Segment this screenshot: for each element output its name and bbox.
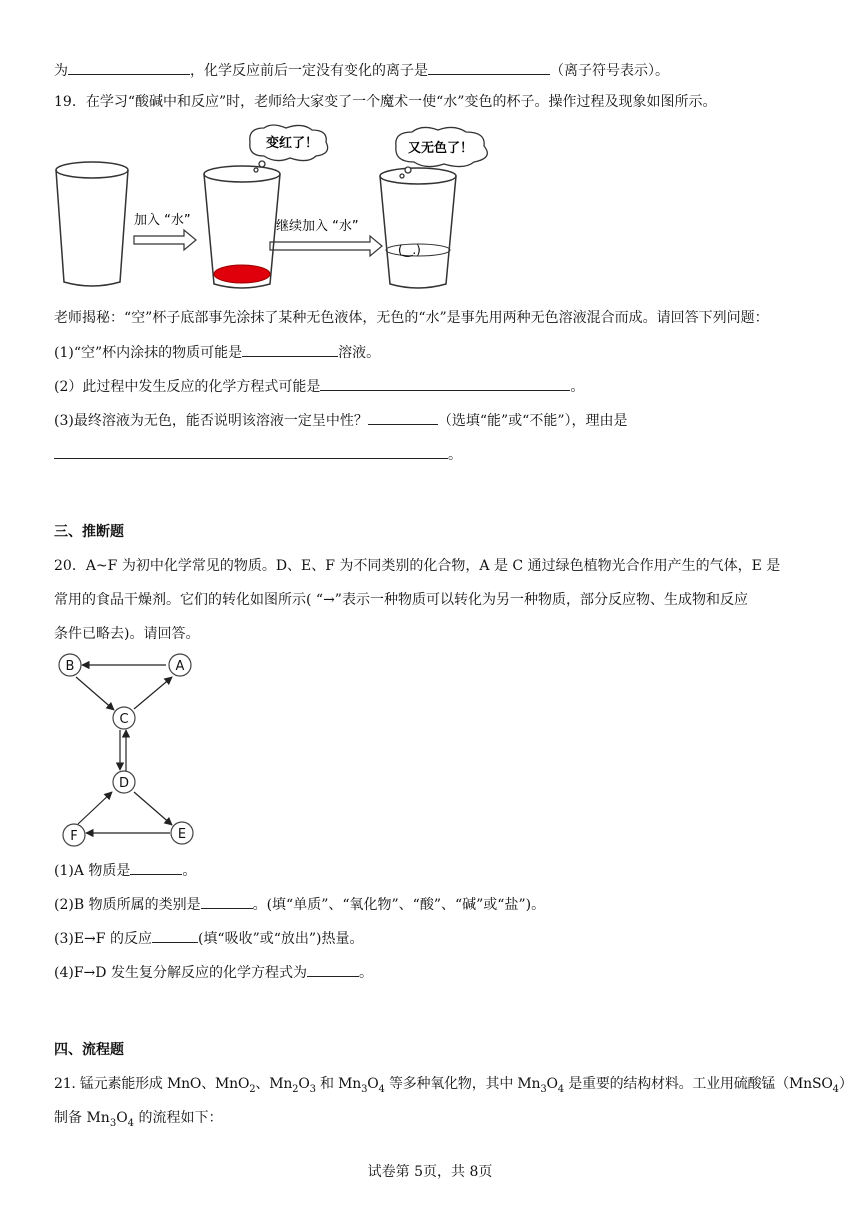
subscript: 3 xyxy=(361,1083,368,1095)
text: O xyxy=(546,1076,558,1092)
node-b-label: B xyxy=(65,659,75,674)
answer-blank[interactable] xyxy=(68,60,190,75)
text: 。 xyxy=(182,863,197,879)
text: 和 Mn xyxy=(315,1076,362,1092)
answer-blank[interactable] xyxy=(307,962,359,977)
text: (3)E→F 的反应 xyxy=(54,931,152,947)
answer-blank[interactable] xyxy=(54,444,448,459)
bubble-1-text: 变红了！ xyxy=(266,136,319,151)
q18-tail-line xyxy=(54,60,669,81)
text: (1)“空”杯内涂抹的物质可能是 xyxy=(54,345,243,361)
text: 。 xyxy=(448,447,462,463)
cup-face: (‿.) xyxy=(398,243,421,257)
q19-part1 xyxy=(54,342,380,363)
text: (填“吸收”或“放出”)热量。 xyxy=(197,931,364,947)
q21-line-1 xyxy=(54,1074,853,1094)
arrow-2-label: 继续加入 “水” xyxy=(276,219,359,234)
text: 21. 锰元素能形成 MnO、MnO xyxy=(54,1076,250,1092)
node-a-label: A xyxy=(175,659,185,674)
text: 、Mn xyxy=(255,1076,293,1092)
q20-part1 xyxy=(54,860,196,881)
subscript: 3 xyxy=(109,1117,117,1129)
text: (2）此过程中发生反应的化学方程式可能是 xyxy=(54,379,321,395)
text: O xyxy=(367,1076,379,1092)
text: (2)B 物质所属的类别是 xyxy=(54,897,201,913)
answer-blank[interactable] xyxy=(242,342,338,357)
answer-blank[interactable] xyxy=(130,860,182,875)
q20-line-2: 常用的食品干燥剂。它们的转化如图所示( “→”表示一种物质可以转化为另一种物质，部分反应物、生成物和反应 xyxy=(54,592,748,608)
text: 溶液。 xyxy=(338,345,381,361)
q20-conversion-diagram xyxy=(54,650,204,850)
q21-line-2 xyxy=(54,1108,223,1128)
answer-blank[interactable] xyxy=(152,928,198,943)
section-4-heading: 四、流程题 xyxy=(54,1042,124,1058)
text: 制备 Mn xyxy=(54,1110,110,1126)
q19-stem: 19．在学习“酸碱中和反应”时，老师给大家变了一个魔术一使“水”变色的杯子。操作过程及现象如图所示。 xyxy=(54,94,717,110)
text: 等多种氧化物，其中 Mn xyxy=(384,1076,541,1092)
text: 是重要的结构材料。工业用硫酸锰（MnSO xyxy=(563,1076,833,1092)
arrow-2 xyxy=(270,236,382,256)
subscript: 3 xyxy=(309,1083,316,1095)
q20-part2 xyxy=(54,894,545,915)
page-footer: 试卷第 5页，共 8页 xyxy=(367,1164,493,1180)
text: (4)F→D 发生复分解反应的化学方程式为 xyxy=(54,965,307,981)
q19-part3-reason xyxy=(54,444,462,465)
q19-cup-figure xyxy=(50,124,510,296)
text: 。(填“单质”、“氧化物”、“酸”、“碱”或“盐”)。 xyxy=(252,897,546,913)
q19-part2 xyxy=(54,376,584,397)
text: 的流程如下： xyxy=(134,1110,223,1126)
node-d-label: D xyxy=(118,776,130,791)
text: O xyxy=(116,1110,128,1126)
arrow-1-label: 加入 “水” xyxy=(134,213,191,228)
answer-blank[interactable] xyxy=(368,410,438,425)
node-e-label: E xyxy=(177,827,187,842)
text: （离子符号表示）。 xyxy=(550,63,669,79)
subscript: 2 xyxy=(292,1083,299,1095)
bubble-2-text: 又无色了！ xyxy=(408,141,474,156)
q20-line-3: 条件已略去)。请回答。 xyxy=(54,626,200,642)
q20-part3 xyxy=(54,928,364,949)
arrow-1 xyxy=(134,230,196,250)
text: 。 xyxy=(358,965,373,981)
answer-blank[interactable] xyxy=(428,60,550,75)
empty-cup xyxy=(56,162,128,286)
q19-reveal: 老师揭秘：“空”杯子底部事先涂抹了某种无色液体，无色的“水”是事先用两种无色溶液混合而成。请回答下列问题： xyxy=(54,310,769,326)
answer-blank[interactable] xyxy=(320,376,570,391)
subscript: 4 xyxy=(557,1083,564,1095)
text: （选填“能”或“不能”），理由是 xyxy=(437,413,628,429)
subscript: 3 xyxy=(540,1083,547,1095)
section-3-heading: 三、推断题 xyxy=(54,524,124,540)
text: O xyxy=(298,1076,310,1092)
subscript: 4 xyxy=(127,1117,135,1129)
text: ） xyxy=(838,1076,853,1092)
text: ，化学反应前后一定没有变化的离子是 xyxy=(190,63,428,79)
red-liquid xyxy=(214,265,270,283)
text: (1)A 物质是 xyxy=(54,863,131,879)
answer-blank[interactable] xyxy=(201,894,253,909)
subscript: 2 xyxy=(249,1083,256,1095)
subscript: 4 xyxy=(832,1083,839,1095)
node-f-label: F xyxy=(70,829,78,844)
text: 。 xyxy=(570,379,585,395)
subscript: 4 xyxy=(378,1083,385,1095)
q19-part3 xyxy=(54,410,627,431)
q20-part4 xyxy=(54,962,373,983)
text: (3)最终溶液为无色，能否说明该溶液一定呈中性？ xyxy=(54,413,368,429)
text: 为 xyxy=(54,63,68,79)
node-c-label: C xyxy=(119,712,129,727)
clear-cup xyxy=(380,168,456,288)
q20-line-1: 20．A~F 为初中化学常见的物质。D、E、F 为不同类别的化合物，A 是 C 通过绿色植物光合作用产生的气体，E 是 xyxy=(54,558,781,574)
